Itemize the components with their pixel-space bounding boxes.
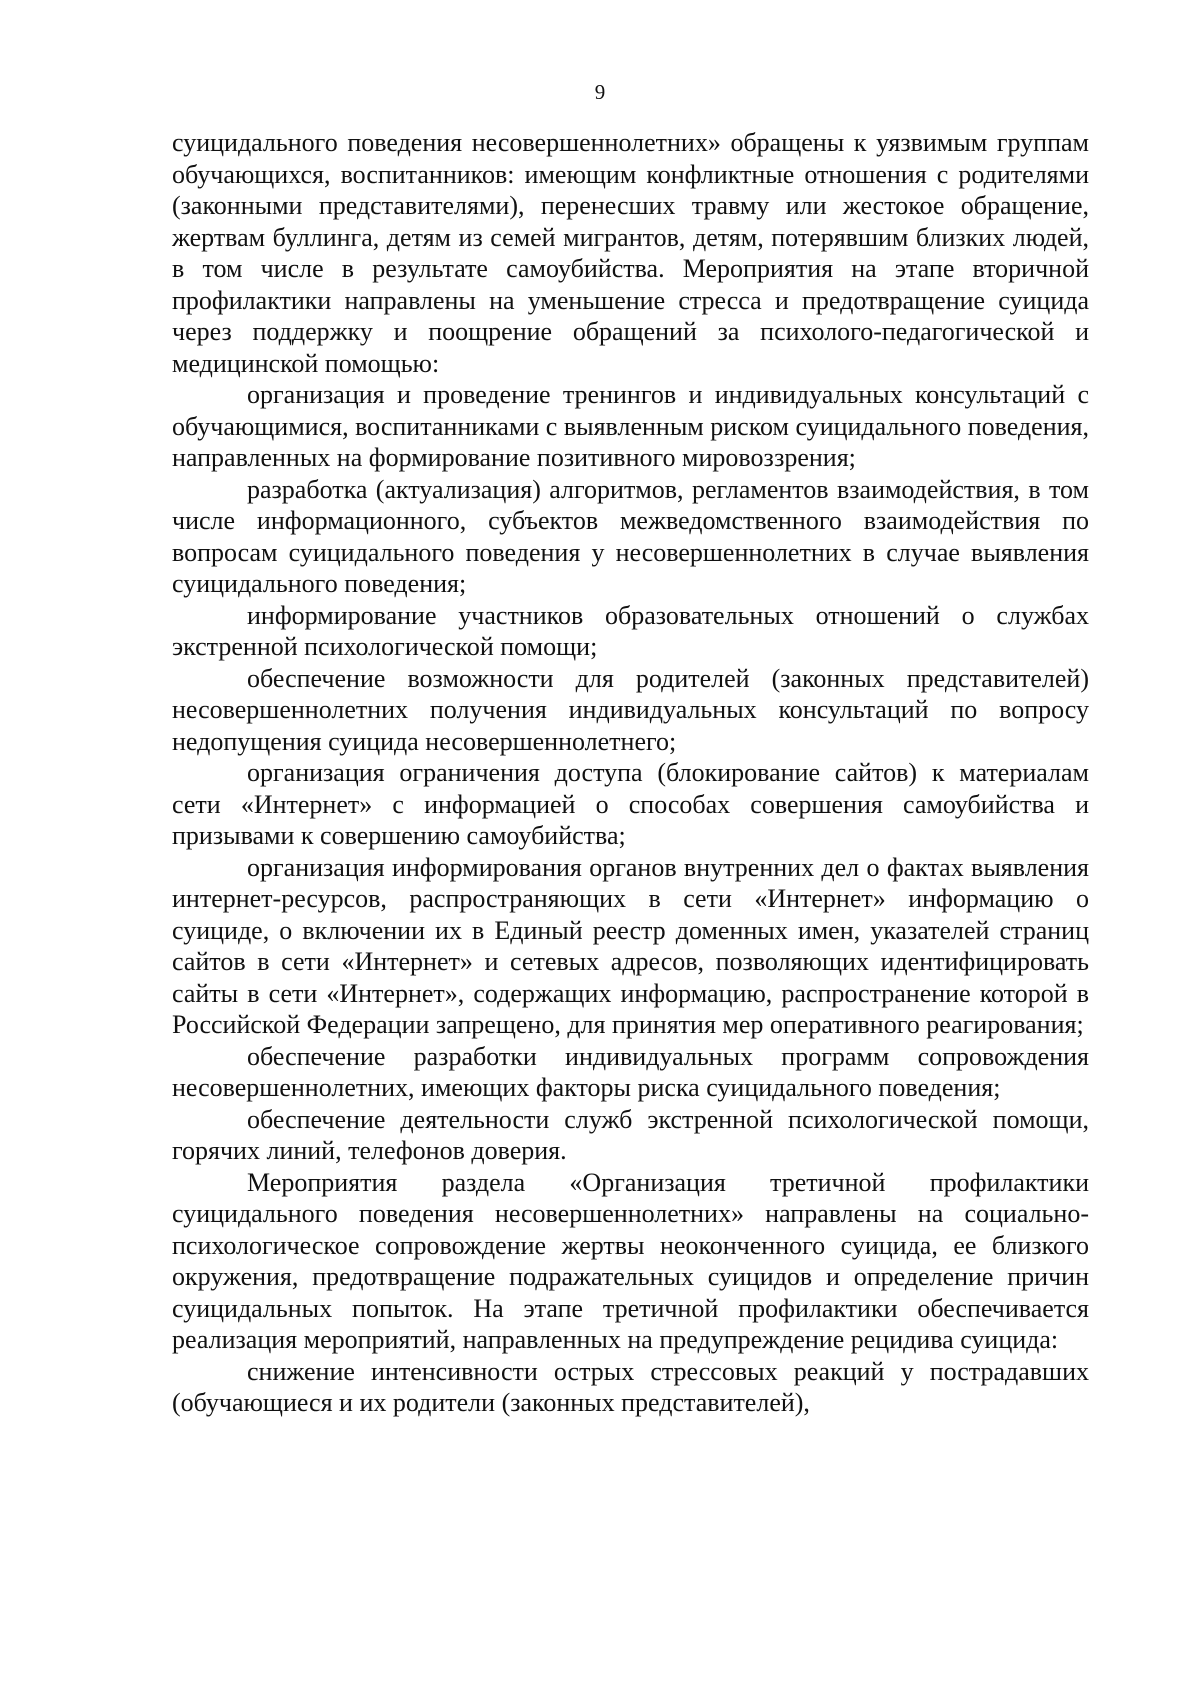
list-item-informing-participants: информирование участников образовательных отношений о службах экстренной психологической помощи; [172, 600, 1089, 661]
list-item-police-informing: организация информирования органов внутренних дел о фактах выявления интернет-ресурсов, распространяющих в сети «Интернет» информацию о суициде, о включении их в Единый реестр доменных имен, указателей страниц сайтов в сети «Интернет» и сетевых адресов, позволяющих идентифицировать сайты в сети «Интернет», содержащих информацию, распространение которой в Российской Федерации запрещено, для принятия мер оперативного реагирования; [172, 852, 1089, 1039]
page-number: 9 [594, 80, 606, 104]
paragraph-tertiary-prevention: Мероприятия раздела «Организация третичной профилактики суицидального поведения несовершеннолетних» направлены на социально-психологическое сопровождение жертвы неоконченного суицида, ее близкого окружения, предотвращение подражательных суицидов и определение причин суицидальных попыток. На этапе третичной профилактики обеспечивается реализация мероприятий, направленных на предупреждение рецидива суицида: [172, 1167, 1089, 1354]
list-item-helplines: обеспечение деятельности служб экстренной психологической помощи, горячих линий, телефонов доверия. [172, 1104, 1089, 1165]
paragraph-intro: суицидального поведения несовершеннолетних» обращены к уязвимым группам обучающихся, воспитанников: имеющим конфликтные отношения с родителями (законными представителями), перенесших травму или жестокое обращение, жертвам буллинга, детям из семей мигрантов, детям, потерявшим близких людей, в том числе в результате самоубийства. Мероприятия на этапе вторичной профилактики направлены на уменьшение стресса и предотвращение суицида через поддержку и поощрение обращений за психолого-педагогической и медицинской помощью: [172, 128, 1089, 378]
list-item-trainings: организация и проведение тренингов и индивидуальных консультаций с обучающимися, воспитанниками с выявленным риском суицидального поведения, направленных на формирование позитивного мировоззрения; [172, 380, 1089, 472]
list-item-site-blocking: организация ограничения доступа (блокирование сайтов) к материалам сети «Интернет» с информацией о способах совершения самоубийства и призывами к совершению самоубийства; [172, 758, 1089, 850]
list-item-stress-reduction: снижение интенсивности острых стрессовых реакций у пострадавших (обучающиеся и их родители (законных представителей), [172, 1356, 1089, 1417]
list-item-algorithms: разработка (актуализация) алгоритмов, регламентов взаимодействия, в том числе информационного, субъектов межведомственного взаимодействия по вопросам суицидального поведения у несовершеннолетних в случае выявления суицидального поведения; [172, 474, 1089, 598]
document-body [172, 127, 1089, 1419]
list-item-parent-consultations: обеспечение возможности для родителей (законных представителей) несовершеннолетних получения индивидуальных консультаций по вопросу недопущения суицида несовершеннолетнего; [172, 663, 1089, 756]
list-item-individual-programs: обеспечение разработки индивидуальных программ сопровождения несовершеннолетних, имеющих факторы риска суицидального поведения; [172, 1041, 1089, 1102]
